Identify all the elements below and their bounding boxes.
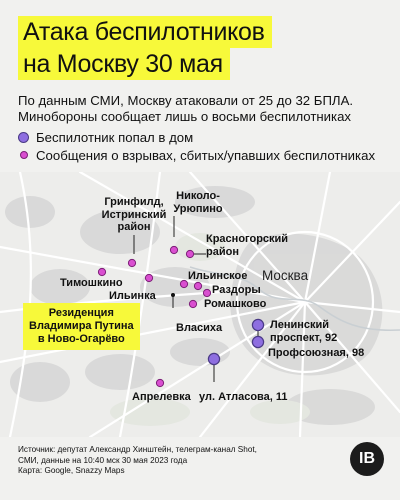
label-romashkovo: Ромашково [204, 298, 267, 310]
label-atlasova: ул. Атласова, 11 [199, 391, 288, 403]
hit-dot-icon [18, 132, 29, 143]
description-line-2: Минобороны сообщает лишь о восьми беспилотниках [18, 109, 352, 124]
residence-label: Резиденция Владимира Путина в Ново-Огарёво [23, 303, 140, 350]
source-note: Источник: депутат Александр Хинштейн, телеграм-канал Shot, СМИ, данные на 10:40 мск 30 мая 2023 года Карта: Google, Snazzy Maps [18, 445, 257, 475]
label-grinfild: Гринфилд, Истринский район [101, 196, 167, 233]
title-line-2: на Москву 30 мая [18, 48, 230, 80]
label-ilinka: Ильинка [109, 290, 156, 302]
description-line-1: По данным СМИ, Москву атаковали от 25 до 32 БПЛА. [18, 93, 354, 108]
label-krasnogorsk: Красногорский район [206, 233, 289, 258]
legend-hit-label: Беспилотник попал в дом [36, 129, 194, 145]
legend [18, 128, 388, 164]
title-block [18, 16, 318, 80]
legend-item-hit [18, 128, 388, 146]
label-leninsky: Ленинский проспект, 92 [270, 319, 338, 344]
label-ilinskoe: Ильинское [188, 270, 248, 282]
label-profsoyuznaya: Профсоюзная, 98 [268, 347, 365, 359]
label-aprelevka: Апрелевка [132, 391, 191, 403]
brand-logo: IB [350, 442, 384, 476]
label-razdory: Раздоры [212, 284, 261, 296]
label-moscow: Москва [262, 268, 309, 283]
label-vlasikha: Власиха [176, 322, 223, 334]
label-nikolo-uryupino: Николо- Урюпино [173, 190, 223, 215]
label-timoshkino: Тимошкино [60, 277, 123, 289]
legend-reports-label: Сообщения о взрывах, сбитых/упавших беспилотниках [36, 147, 376, 163]
legend-item-reports [18, 146, 388, 164]
description [18, 93, 388, 125]
title-line-1: Атака беспилотников [18, 16, 272, 48]
report-dot-icon [20, 151, 28, 159]
